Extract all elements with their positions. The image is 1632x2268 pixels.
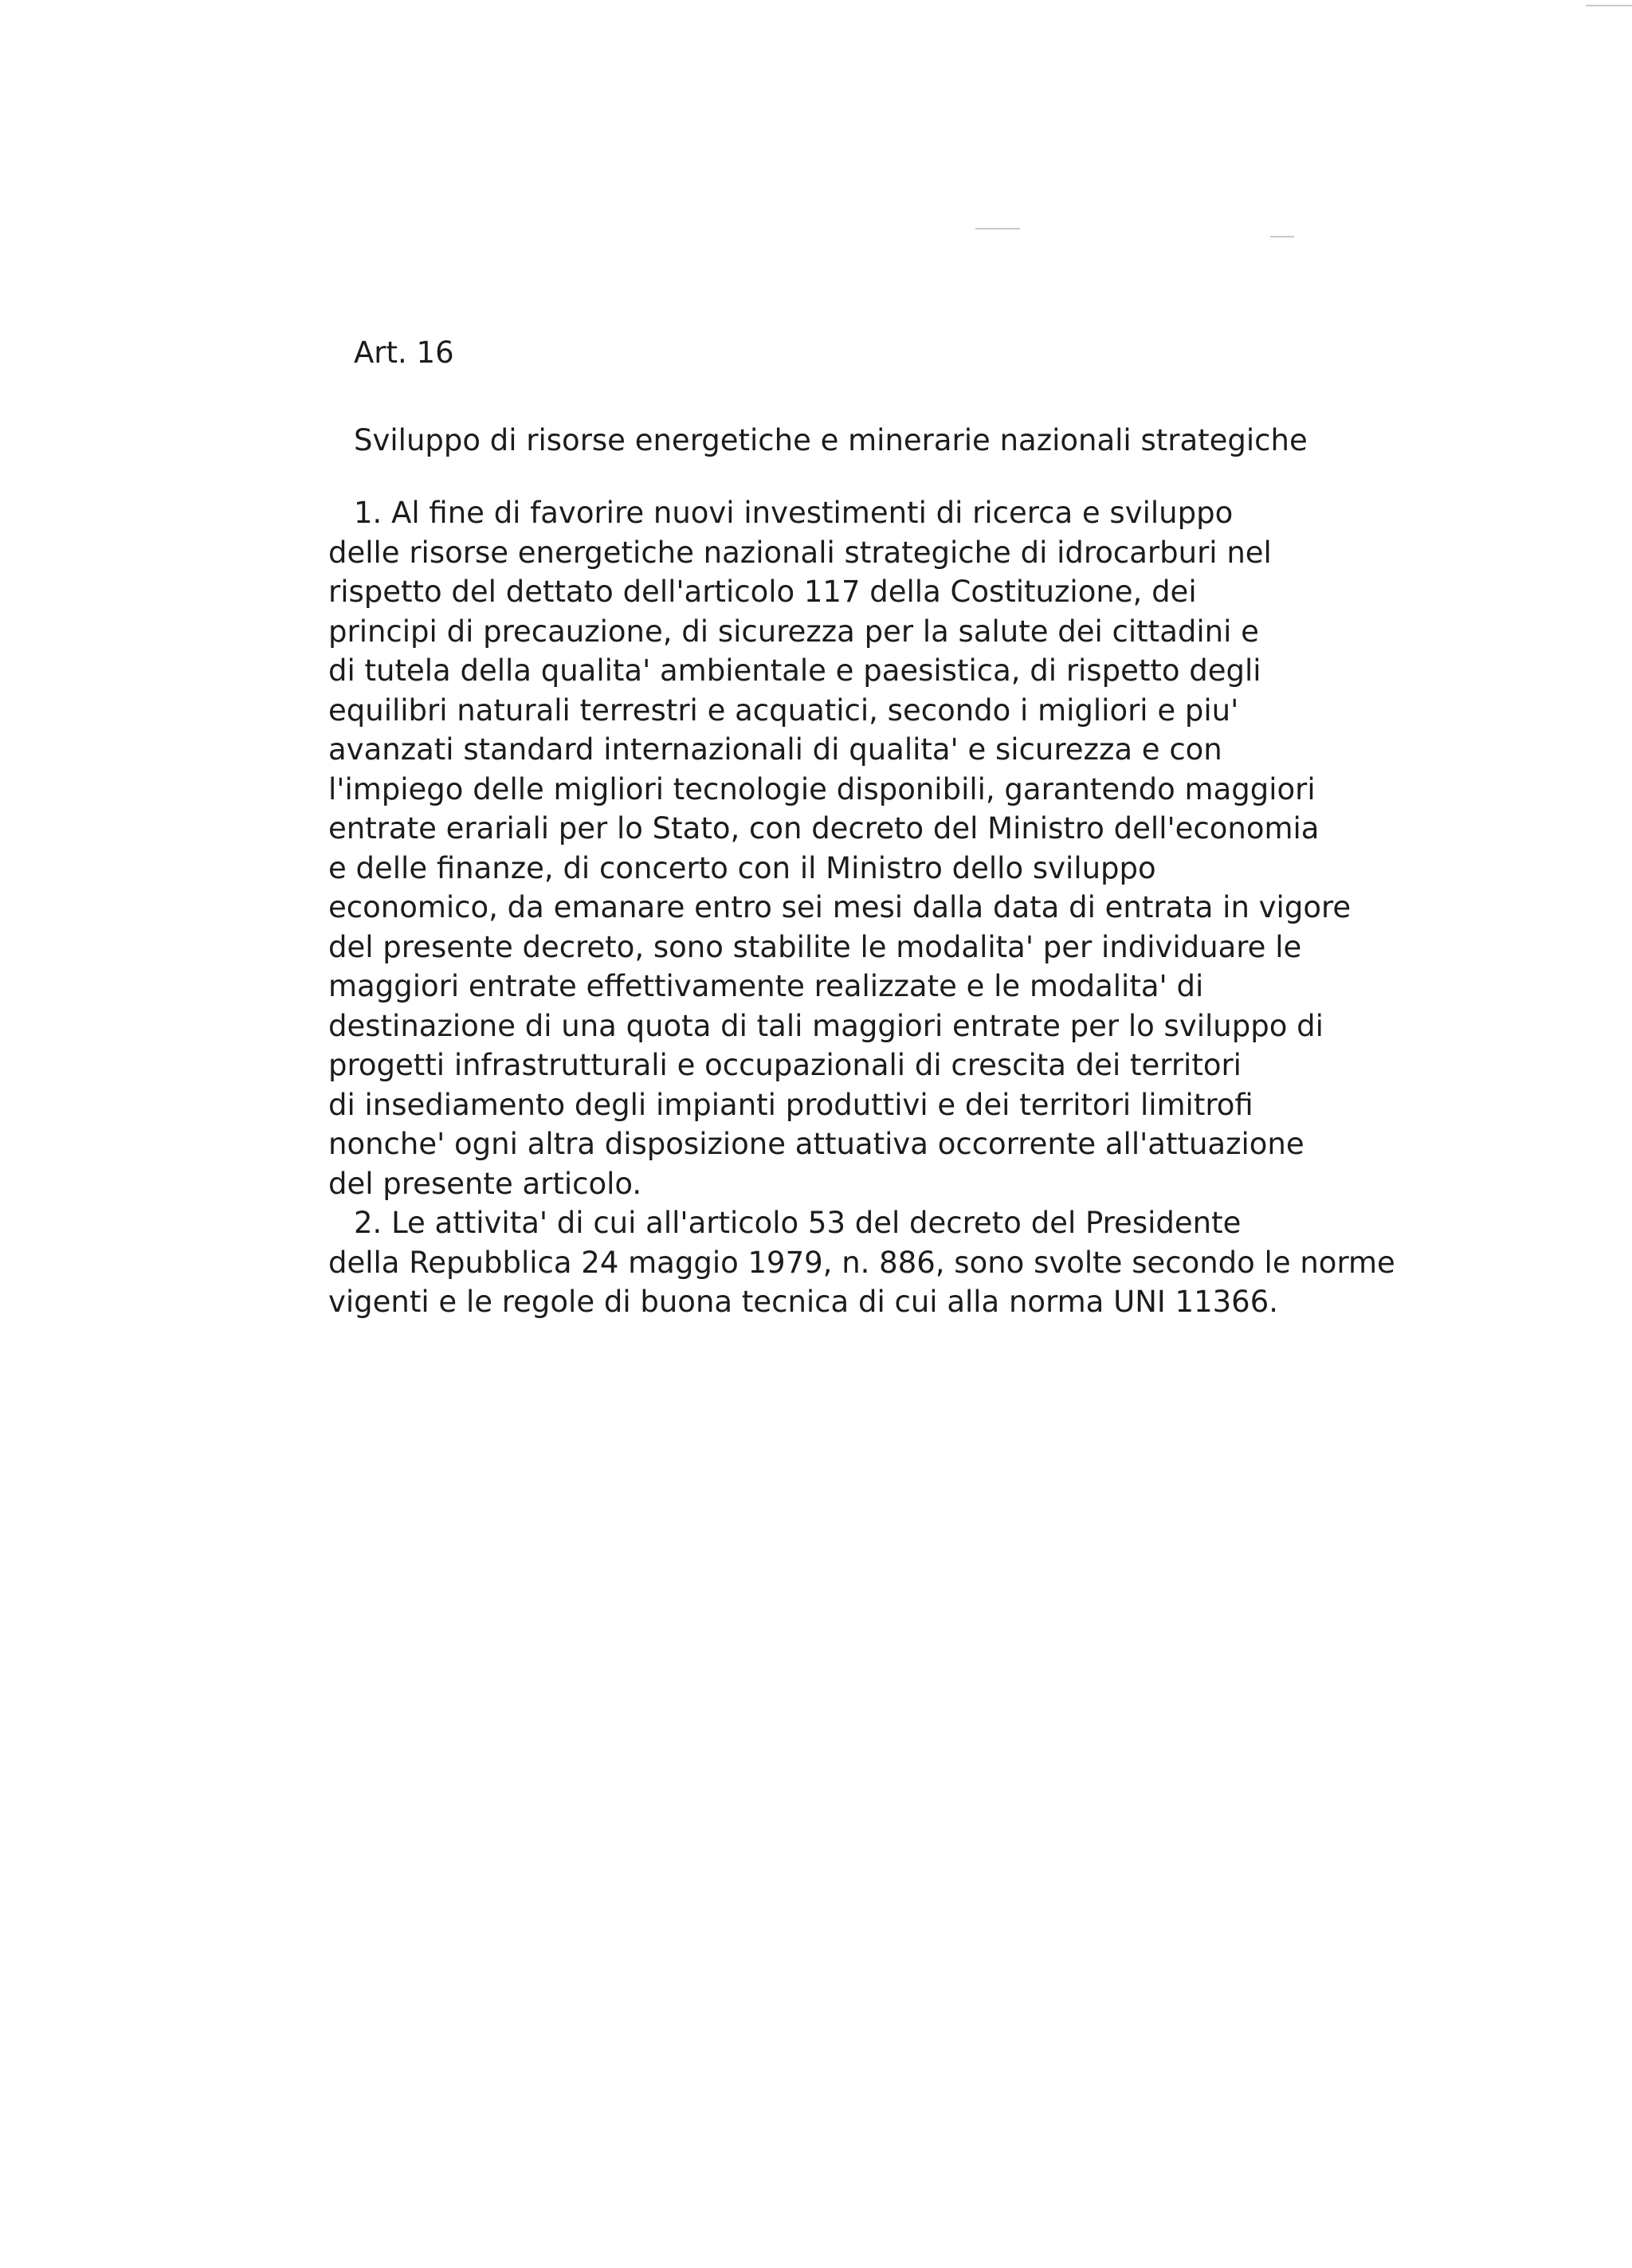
article-title: Sviluppo di risorse energetiche e minerarie nazionali strategiche <box>354 423 1308 457</box>
body-line: delle risorse energetiche nazionali strategiche di idrocarburi nel <box>328 535 1272 570</box>
body-line: l'impiego delle migliori tecnologie disponibili, garantendo maggiori <box>328 771 1316 806</box>
body-line: della Repubblica 24 maggio 1979, n. 886, sono svolte secondo le norme <box>328 1245 1395 1280</box>
body-line: progetti infrastrutturali e occupazionali di crescita dei territori <box>328 1048 1242 1082</box>
body-line: principi di precauzione, di sicurezza per la salute dei cittadini e <box>328 614 1259 649</box>
body-line: del presente articolo. <box>328 1166 642 1201</box>
body-line: maggiori entrate effettivamente realizzate e le modalita' di <box>328 969 1204 1003</box>
body-line: di insediamento degli impianti produttivi e dei territori limitrofi <box>328 1087 1253 1122</box>
body-line: 2. Le attivita' di cui all'articolo 53 del decreto del Presidente <box>354 1206 1242 1240</box>
body-line: entrate erariali per lo Stato, con decreto del Ministro dell'economia <box>328 811 1320 846</box>
body-line: economico, da emanare entro sei mesi dalla data di entrata in vigore <box>328 890 1352 924</box>
article-body <box>328 493 1395 1322</box>
body-line: equilibri naturali terrestri e acquatici, secondo i migliori e piu' <box>328 693 1239 728</box>
body-line: vigenti e le regole di buona tecnica di cui alla norma UNI 11366. <box>328 1285 1279 1319</box>
article-number: Art. 16 <box>354 335 454 370</box>
scan-mark-corner <box>1586 5 1632 6</box>
scan-mark-top-right <box>1270 236 1294 237</box>
body-line: avanzati standard internazionali di qualita' e sicurezza e con <box>328 732 1222 767</box>
body-line: 1. Al fine di favorire nuovi investimenti di ricerca e sviluppo <box>354 496 1234 530</box>
body-line: destinazione di una quota di tali maggiori entrate per lo sviluppo di <box>328 1008 1324 1043</box>
body-line: rispetto del dettato dell'articolo 117 della Costituzione, dei <box>328 575 1197 609</box>
body-line: nonche' ogni altra disposizione attuativa occorrente all'attuazione <box>328 1127 1304 1161</box>
body-line: del presente decreto, sono stabilite le modalita' per individuare le <box>328 929 1302 964</box>
scan-mark-top-left <box>975 228 1020 230</box>
body-line: di tutela della qualita' ambientale e paesistica, di rispetto degli <box>328 653 1261 688</box>
body-line: e delle finanze, di concerto con il Ministro dello sviluppo <box>328 850 1156 885</box>
